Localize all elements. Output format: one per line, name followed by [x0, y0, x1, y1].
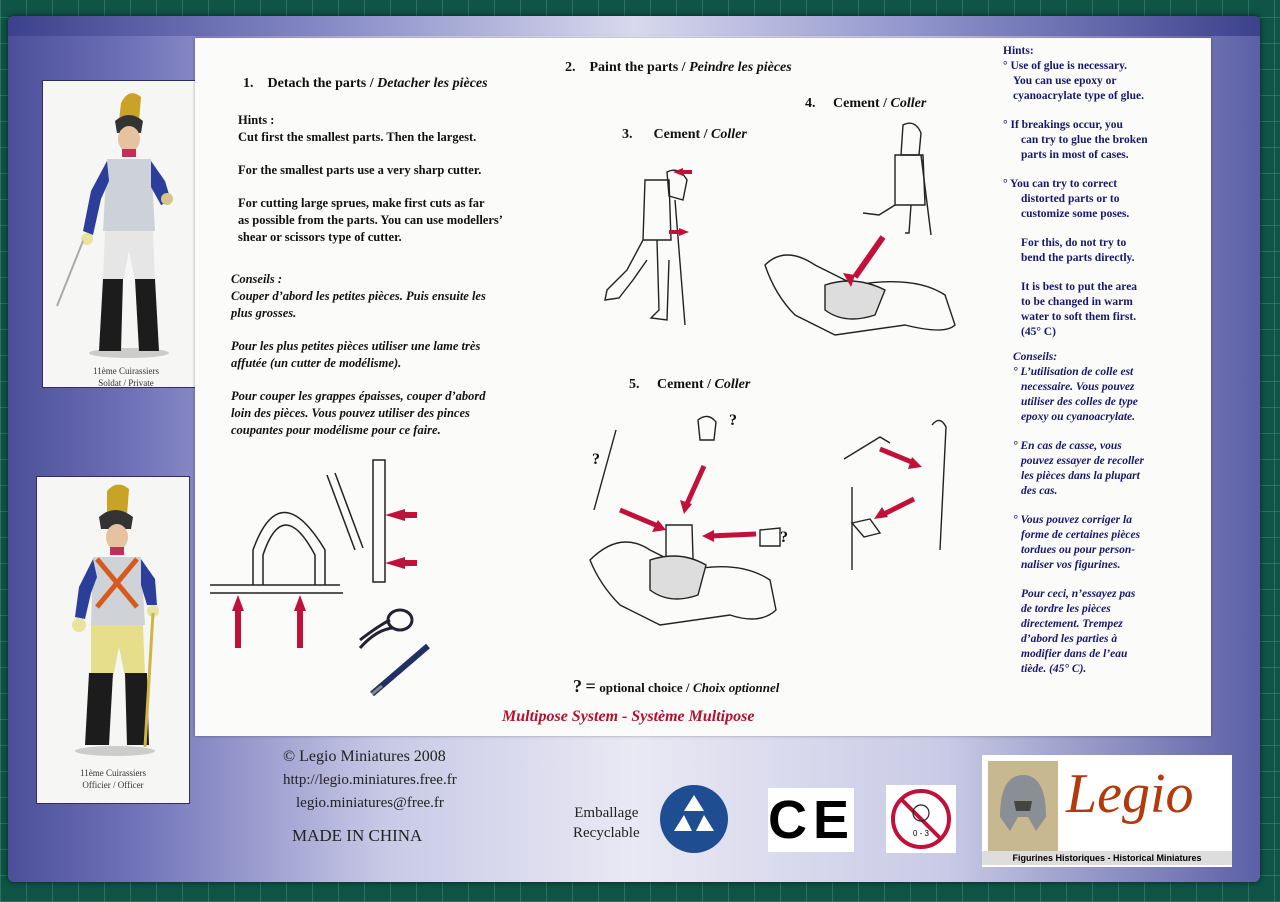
step4-title-fr: Coller	[890, 96, 927, 111]
copyright-line: © Legio Miniatures 2008	[283, 748, 446, 765]
private-figure-card	[42, 80, 210, 388]
side-conseil-3d: naliser vos figurines.	[1021, 559, 1121, 571]
hint-3b: as possible from the parts. You can use modellers’	[238, 213, 503, 227]
step4-heading	[805, 96, 926, 112]
website-url: http://legio.miniatures.free.fr	[283, 772, 457, 788]
side-hints-label: Hints:	[1003, 45, 1034, 57]
side-hint-5d: (45° C)	[1021, 326, 1056, 338]
step3-heading	[622, 127, 747, 143]
side-conseil-4a: Pour ceci, n’essayez pas	[1021, 588, 1136, 600]
cuirassier-private-figure	[43, 81, 209, 361]
step1-title-fr: Detacher les pièces	[377, 76, 488, 91]
hints-block	[238, 112, 568, 246]
side-hint-2a: ° If breakings occur, you	[1003, 119, 1123, 131]
made-in-china: MADE IN CHINA	[292, 826, 423, 845]
recyclable-label	[573, 803, 640, 843]
side-hint-1c: cyanoacrylate type of glue.	[1013, 90, 1144, 102]
step4-number: 4.	[805, 96, 816, 111]
step3-title-fr: Coller	[711, 127, 747, 142]
conseil-3a: Pour couper les grappes épaisses, couper d’abord	[231, 389, 486, 403]
ce-mark-box	[768, 788, 854, 852]
side-hint-4a: For this, do not try to	[1021, 237, 1127, 249]
conseil-2a: Pour les plus petites pièces utiliser une lame très	[231, 339, 481, 353]
step5-mounted-assembly-diagram	[580, 410, 800, 660]
side-conseil-2b: pouvez essayer de recoller	[1021, 455, 1144, 467]
side-hint-1b: You can use epoxy or	[1013, 75, 1117, 87]
conseils-block	[231, 271, 551, 439]
side-conseil-1a: ° L’utilisation de colle est	[1013, 366, 1134, 378]
side-hint-2b: can try to glue the broken	[1021, 134, 1148, 146]
hint-3c: shear or scissors type of cutter.	[238, 230, 402, 244]
age-warning-icon	[886, 785, 956, 853]
side-conseils-label: Conseils:	[1013, 351, 1058, 363]
hobby-knife-icon	[368, 640, 438, 700]
side-conseil-1b: necessaire. Vous pouvez	[1021, 381, 1135, 393]
officer-caption	[37, 767, 189, 791]
recycle-line2: Recyclable	[573, 825, 640, 841]
conseil-1b: plus grosses.	[231, 306, 297, 320]
conseil-2b: affutée (un cutter de modélisme).	[231, 356, 402, 370]
side-hint-3c: customize some poses.	[1021, 208, 1130, 220]
legend-optional-fr: Choix optionnel	[693, 680, 780, 695]
side-hint-5b: to be changed in warm	[1021, 296, 1133, 308]
side-conseil-3b: forme de certaines pièces	[1021, 529, 1141, 541]
step1-number: 1.	[243, 76, 254, 91]
side-hint-5a: It is best to put the area	[1021, 281, 1138, 293]
contact-email: legio.miniatures@free.fr	[296, 795, 444, 811]
step5-title: Cement /	[657, 377, 712, 392]
hint-3a: For cutting large sprues, make first cuts as far	[238, 196, 485, 210]
step5-number: 5.	[629, 377, 640, 392]
step2-number: 2.	[565, 60, 576, 75]
side-conseil-3a: ° Vous pouvez corriger la	[1013, 514, 1132, 526]
side-conseil-2d: des cas.	[1021, 485, 1058, 497]
step3-dismounted-figure-diagram	[597, 160, 717, 330]
legio-tagline: Figurines Historiques - Historical Miniatures	[982, 851, 1232, 865]
private-caption	[43, 365, 209, 389]
private-caption-line2: Soldat / Private	[98, 378, 154, 388]
step5-heading	[629, 377, 750, 393]
side-conseil-4e: modifier dans de l’eau	[1021, 648, 1128, 660]
legio-brand-name: Legio	[1066, 763, 1194, 825]
side-hint-2c: parts in most of cases.	[1021, 149, 1129, 161]
side-hint-5c: water to soft them first.	[1021, 311, 1137, 323]
side-hint-4b: bend the parts directly.	[1021, 252, 1135, 264]
conseils-label: Conseils :	[231, 272, 283, 286]
step5-title-fr: Coller	[714, 377, 751, 392]
legend-optional-en: optional choice /	[599, 680, 690, 695]
step2-title: Paint the parts /	[589, 60, 686, 75]
greek-helmet-icon	[988, 761, 1058, 851]
side-conseil-2c: les pièces dans la plupart	[1021, 470, 1140, 482]
age-warning-label: 0 - 3	[912, 829, 929, 838]
hand-weapon-diagram	[840, 415, 960, 575]
side-conseil-3c: tordues ou pour person-	[1021, 544, 1136, 556]
side-conseil-1c: utiliser des colles de type	[1021, 396, 1138, 408]
step2-heading	[565, 60, 792, 76]
side-conseil-1d: epoxy ou cyanoacrylate.	[1021, 411, 1136, 423]
box-top-edge	[8, 16, 1260, 36]
hint-1: Cut first the smallest parts. Then the largest.	[238, 130, 477, 144]
officer-caption-line1: 11ème Cuirassiers	[80, 768, 146, 778]
step1-title: Detach the parts /	[267, 76, 374, 91]
side-hints-column	[1003, 44, 1203, 691]
step4-title: Cement /	[833, 96, 888, 111]
hint-2: For the smallest parts use a very sharp cutter.	[238, 163, 482, 177]
side-conseil-4c: directement. Trempez	[1021, 618, 1123, 630]
side-hint-1a: ° Use of glue is necessary.	[1003, 60, 1128, 72]
question-mark-1: ?	[592, 451, 600, 468]
question-mark-3: ?	[780, 529, 788, 546]
side-conseil-4f: tiède. (45° C).	[1021, 663, 1087, 675]
legend-equals: =	[585, 676, 596, 696]
conseil-1a: Couper d’abord les petites pièces. Puis ensuite les	[231, 289, 486, 303]
side-hint-3a: ° You can try to correct	[1003, 178, 1118, 190]
step3-number: 3.	[622, 127, 633, 142]
side-hint-3b: distorted parts or to	[1021, 193, 1120, 205]
private-caption-line1: 11ème Cuirassiers	[93, 366, 159, 376]
step4-rider-to-horse-diagram	[755, 115, 975, 345]
legio-brand-box	[982, 755, 1232, 867]
question-mark-2: ?	[729, 412, 737, 429]
legend-question: ?	[573, 676, 582, 696]
side-conseil-4b: de tordre les pièces	[1021, 603, 1111, 615]
conseil-3c: coupantes pour modélisme pour ce faire.	[231, 423, 441, 437]
cuirassier-officer-figure	[37, 477, 189, 767]
officer-caption-line2: Officier / Officer	[82, 780, 144, 790]
recycle-line1: Emballage	[574, 805, 639, 821]
ce-mark: CE	[768, 790, 856, 850]
side-conseil-4d: d’abord les parties à	[1021, 633, 1118, 645]
multipose-system-title: Multipose System - Système Multipose	[502, 708, 755, 725]
age-warning-box	[886, 785, 956, 853]
step1-heading	[243, 76, 488, 92]
step3-title: Cement /	[653, 127, 708, 142]
step2-title-fr: Peindre les pièces	[689, 60, 792, 75]
side-conseil-2a: ° En cas de casse, vous	[1013, 440, 1122, 452]
conseil-3b: loin des pièces. Vous pouvez utiliser des pinces	[231, 406, 470, 420]
hints-label: Hints :	[238, 113, 275, 127]
optional-choice-legend	[573, 676, 779, 697]
officer-figure-card	[36, 476, 190, 804]
recycle-icon	[658, 783, 730, 855]
